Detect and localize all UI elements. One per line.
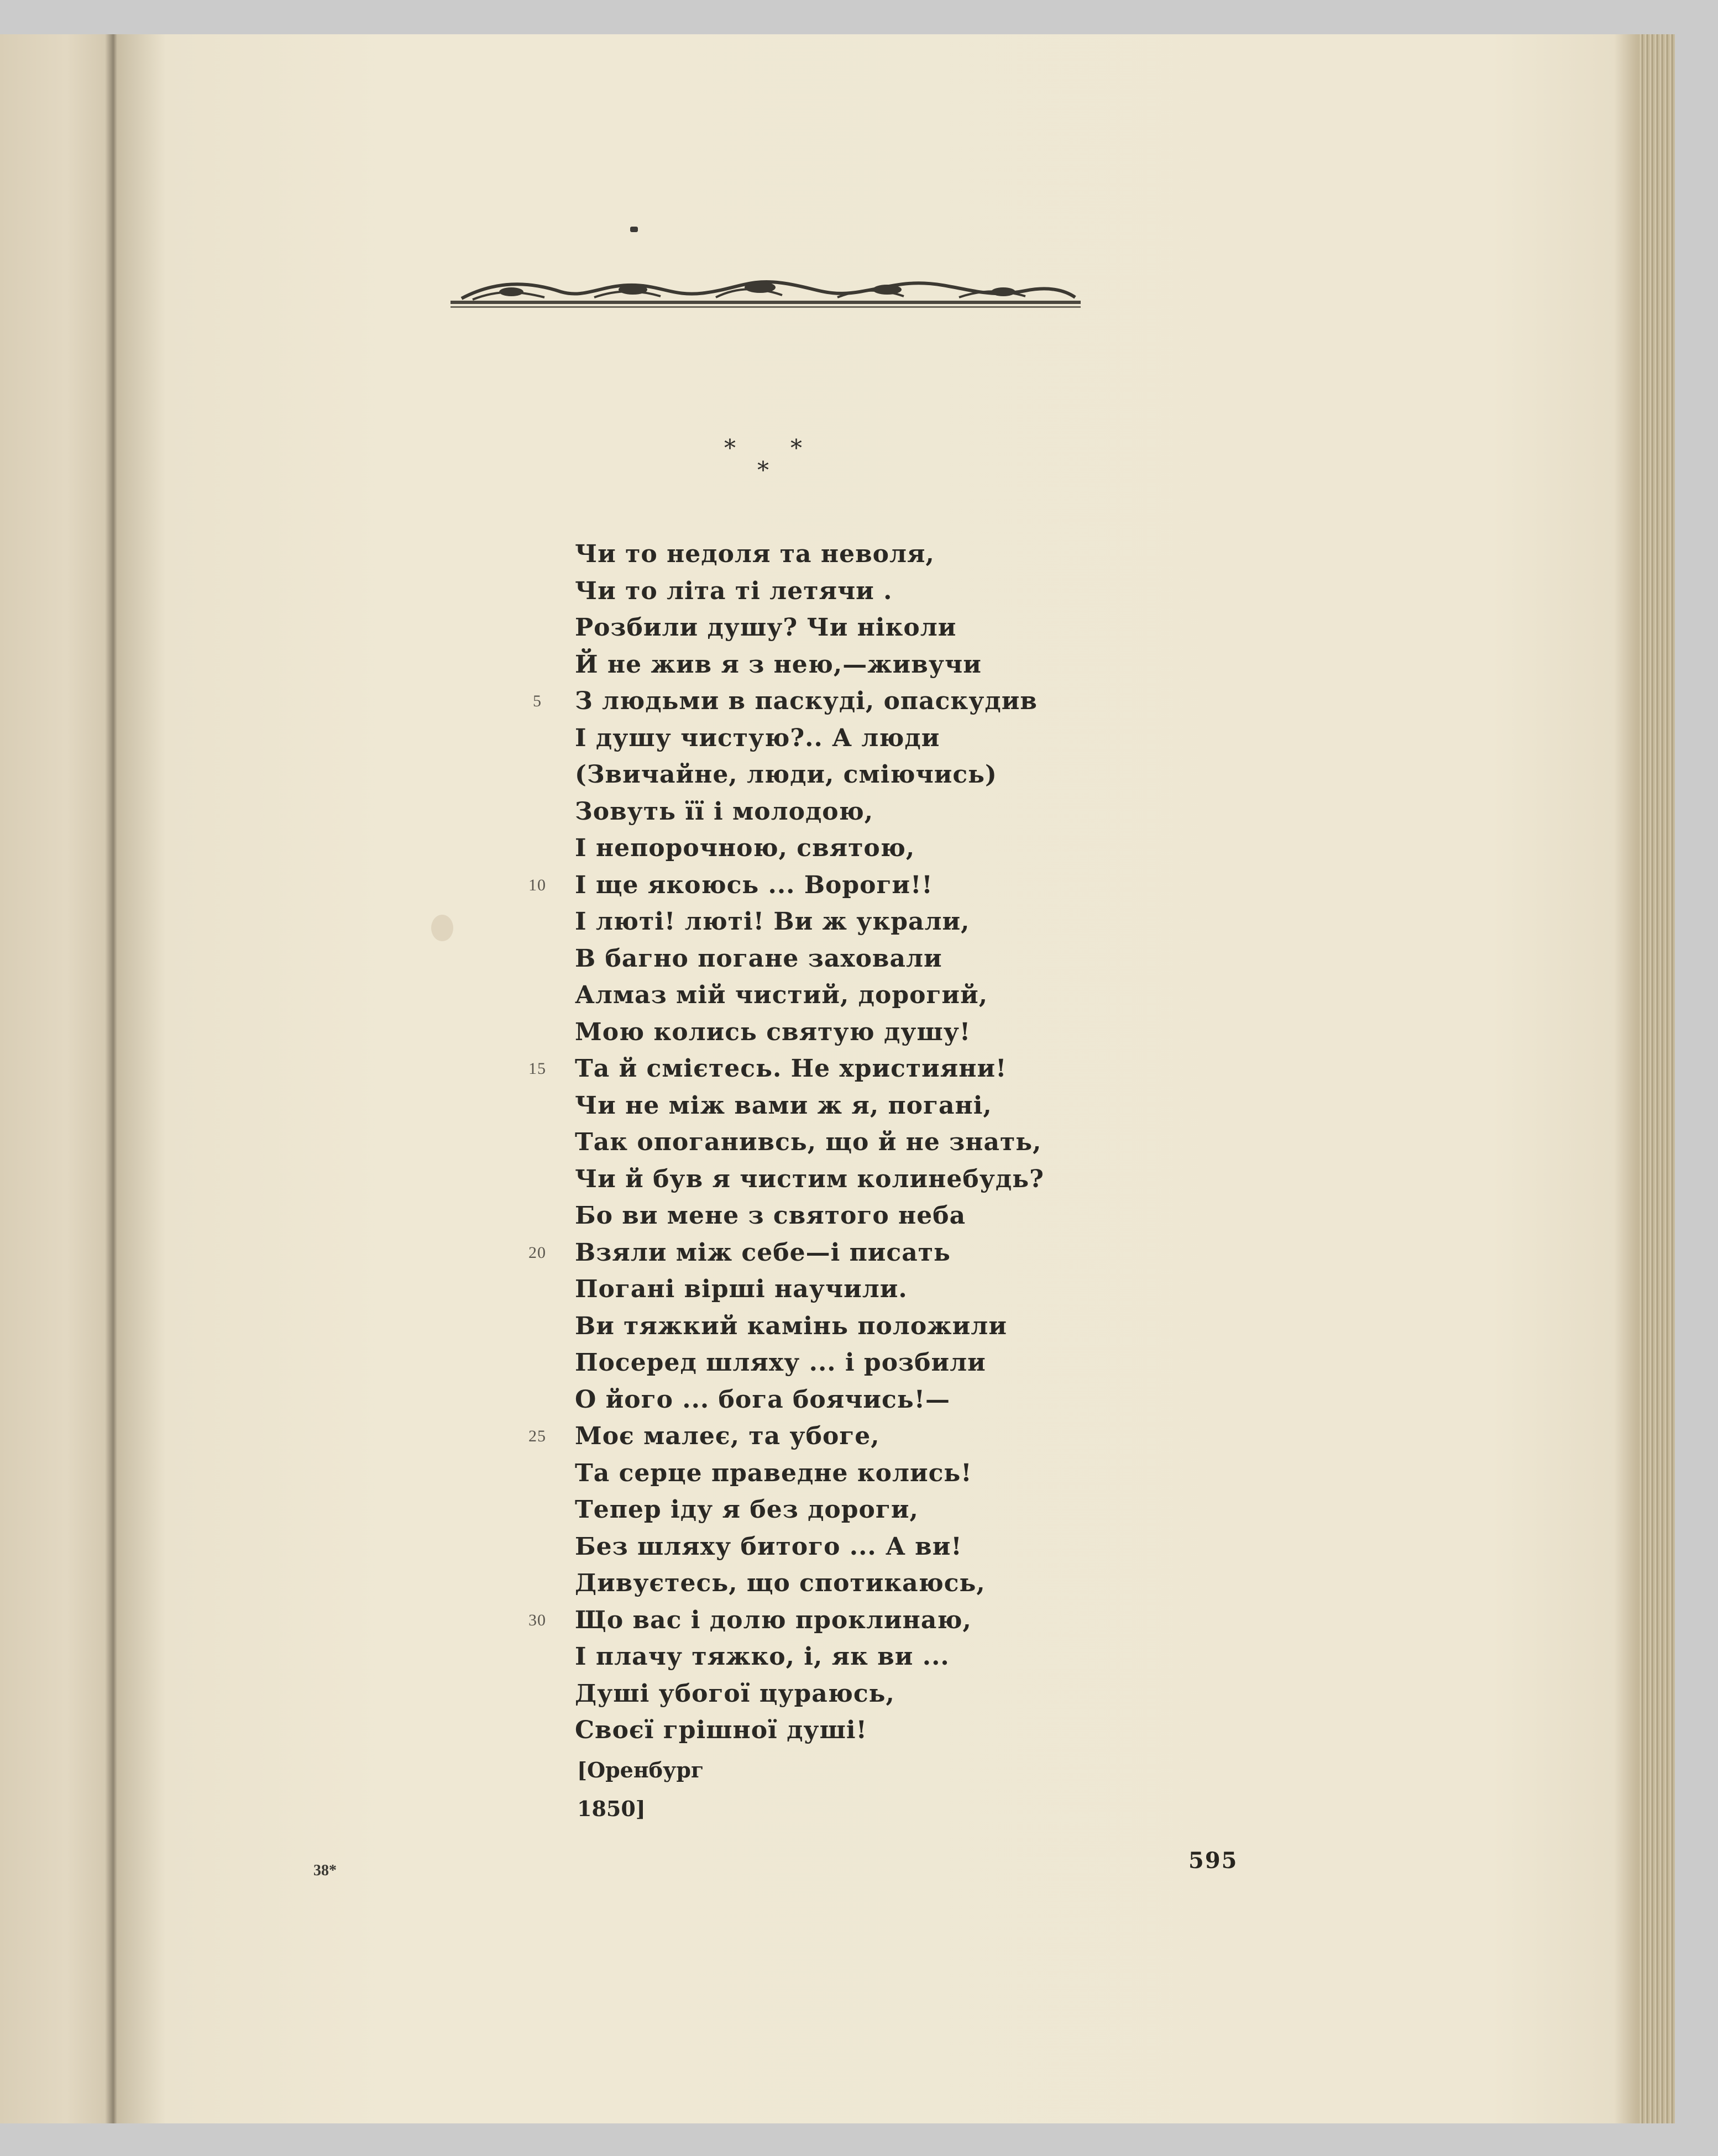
poem-line (575, 1308, 1128, 1345)
poem-line (575, 610, 1128, 647)
paper-stain (431, 915, 453, 941)
signature-mark: 38* (313, 1862, 337, 1879)
poem-line-text: Що вас і долю проклинаю, (575, 1606, 972, 1634)
poem-line (533, 683, 1128, 720)
poem-line-text: Ви тяжкий камінь положили (575, 1312, 1007, 1340)
poem-line (575, 941, 1128, 978)
poem-line (575, 794, 1128, 831)
poem-place: [Оренбург (577, 1758, 704, 1782)
poem-date: 1850] (577, 1796, 646, 1821)
poem-line-text: Чи то недоля та неволя, (575, 540, 935, 568)
star-icon: * (790, 434, 802, 461)
line-number: 20 (528, 1243, 546, 1262)
scan-border-right (1675, 0, 1718, 2156)
line-number: 15 (528, 1059, 546, 1078)
poem-line (575, 647, 1128, 684)
poem-line-text: Чи й був я чистим колинебудь? (575, 1164, 1044, 1193)
poem-line-text: Душі убогої цураюсь, (575, 1679, 895, 1708)
poem-line-text: Посеред шляху ... і розбили (575, 1349, 986, 1377)
ink-mark (630, 227, 638, 232)
poem-line (575, 1124, 1128, 1161)
poem-line-text: І душу чистую?.. А люди (575, 723, 940, 752)
poem-line (575, 1198, 1128, 1235)
poem-line-text: І люті! люті! Ви ж украли, (575, 907, 970, 936)
poem-line (575, 977, 1128, 1014)
poem-line-text: Так опоганивсь, що й не знать, (575, 1128, 1042, 1156)
poem-line-text: З людьми в паскуді, опаскудив (575, 687, 1038, 715)
poem-line (575, 830, 1128, 867)
poem-line-text: Погані вірші научили. (575, 1275, 908, 1303)
poem-line (575, 1271, 1128, 1308)
poem-line (575, 1345, 1128, 1382)
poem-line-text: Мою колись святую душу! (575, 1017, 971, 1046)
poem-line-text: І плачу тяжко, і, як ви ... (575, 1643, 950, 1671)
poem-line (575, 1492, 1128, 1529)
scan-border-top (0, 0, 1718, 34)
star-icon: * (724, 434, 736, 461)
page-edge (1639, 34, 1675, 2123)
decorative-ornament-headpiece (451, 275, 1081, 314)
poem-line (575, 1676, 1128, 1713)
poem-line-text: Розбили душу? Чи ніколи (575, 613, 957, 642)
poem-line (528, 1051, 1128, 1088)
poem-line (575, 1712, 1128, 1749)
poem-line (575, 757, 1128, 794)
poem-line (575, 904, 1128, 941)
poem-line-text: І непорочною, святою, (575, 834, 915, 862)
poem-line (575, 1014, 1128, 1051)
line-number: 25 (528, 1427, 546, 1445)
poem-line-text: Та серце праведне колись! (575, 1459, 972, 1487)
poem-line (528, 867, 1128, 904)
poem-line (575, 720, 1128, 757)
poem-line (528, 1602, 1128, 1639)
line-number: 30 (528, 1611, 546, 1629)
line-number: 10 (528, 875, 546, 894)
poem-line (528, 1235, 1128, 1272)
poem-line-text: Без шляху битого ... А ви! (575, 1532, 962, 1561)
poem-line (528, 1418, 1128, 1455)
poem-line-text: Взяли між себе—і писать (575, 1238, 951, 1267)
star-icon: * (757, 457, 769, 484)
poem-line (575, 1088, 1128, 1125)
poem-line-text: Моє малеє, та убоге, (575, 1422, 880, 1450)
poem-line (575, 1382, 1128, 1419)
poem-line-text: В багно погане заховали (575, 944, 942, 973)
poem-line-text: І ще якоюсь ... Вороги!! (575, 870, 933, 899)
poem-line-text: Зовуть її і молодою, (575, 797, 874, 826)
page-number: 595 (1188, 1848, 1238, 1874)
poem-line-text: Своєї грішної душі! (575, 1716, 867, 1744)
poem-text (528, 536, 1128, 1749)
poem-line (575, 1529, 1128, 1566)
line-number: 5 (533, 692, 542, 710)
poem-line-text: Тепер іду я без дороги, (575, 1496, 919, 1524)
poem-line (575, 1639, 1128, 1676)
poem-line (575, 573, 1128, 610)
poem-line-text: Та й смієтесь. Не християни! (575, 1055, 1007, 1083)
poem-line-text: (Звичайне, люди, сміючись) (575, 760, 997, 789)
poem-line (575, 536, 1128, 573)
poem-line-text: Алмаз мій чистий, дорогий, (575, 981, 988, 1009)
poem-line (575, 1161, 1128, 1198)
poem-line (575, 1455, 1128, 1492)
scan-border-bottom (0, 2123, 1718, 2156)
poem-line-text: Чи то літа ті летячи . (575, 576, 893, 605)
poem-line-text: Бо ви мене з святого неба (575, 1202, 966, 1230)
asterism-separator (719, 434, 818, 497)
poem-line-text: Дивуєтесь, що спотикаюсь, (575, 1569, 986, 1597)
poem-line-text: Чи не між вами ж я, погані, (575, 1091, 992, 1120)
poem-line-text: Й не жив я з нею,—живучи (575, 650, 982, 679)
poem-line-text: О його ... бога боячись!— (575, 1385, 951, 1414)
poem-line (575, 1565, 1128, 1602)
